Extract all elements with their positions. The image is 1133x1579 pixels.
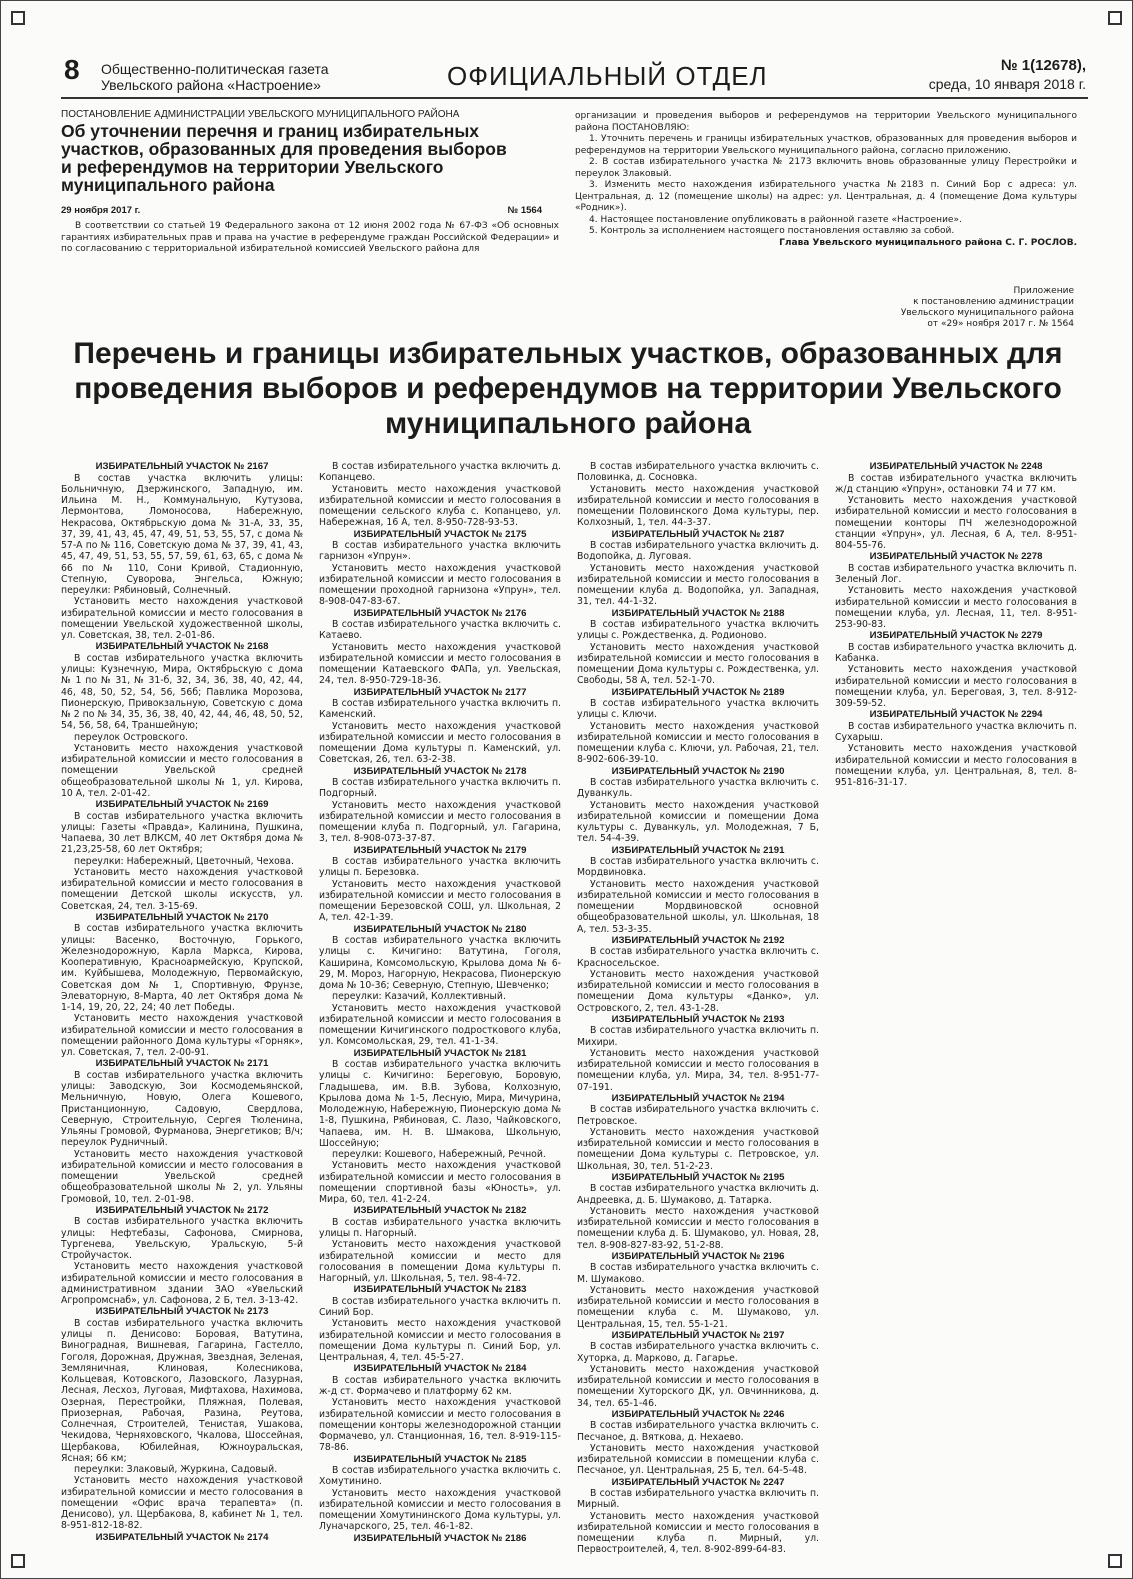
decree-title: Об уточнении перечня и границ избирательных участков, образованных для проведения выборов и референдумов на территории Увельского муниципального района [61, 121, 507, 195]
precinct-paragraph: В состав избирательного участка включить улицы: Газеты «Правда», Калинина, Пушкина, Чапаева, 30 лет ВЛКСМ, 40 лет Октября дома № 21,23,25-58, 60 лет Октября; [61, 810, 303, 856]
precinct-paragraph: В состав избирательного участка включить п. Сухарыш. [835, 720, 1077, 743]
precinct-entry [577, 1330, 819, 1409]
precinct-paragraph: В состав избирательного участка включить с. Петровское. [577, 1104, 819, 1127]
precinct-paragraph: В состав избирательного участка включить п. Каменский. [319, 698, 561, 721]
decree-point: 5. Контроль за исполнением настоящего постановления оставляю за собой. [589, 226, 955, 236]
precinct-heading: ИЗБИРАТЕЛЬНЫЙ УЧАСТОК № 2197 [611, 1329, 785, 1341]
precinct-heading: ИЗБИРАТЕЛЬНЫЙ УЧАСТОК № 2183 [353, 1284, 527, 1296]
decree-intro: В соответствии со статьей 19 Федерального закона от 12 июня 2002 года № 67-ФЗ «Об основных гарантиях избирательных прав и права на участие в референдуме граждан Российской Федерации» и по согласованию с территориальной избирательной комиссией Увельского района для [61, 221, 559, 254]
precinct-paragraph: Установить место нахождения участковой избирательной комиссии и место голосования в помещении Половинского Дома культуры, пер. Колхозный, 1, тел. 44-3-37. [577, 483, 819, 529]
precinct-paragraph: Установить место нахождения участковой избирательной комиссии и место голосования в административном здании ЗАО «Увельский Агропромснаб», ул. Сафонова, 2 Б, тел. 3-13-42. [61, 1261, 303, 1306]
precinct-paragraph: Установить место нахождения участковой избирательной комиссии и место голосования в помещении клуба д. Водопойка, ул. Западная, 31, тел. 44-1-32. [577, 562, 819, 608]
precinct-heading: ИЗБИРАТЕЛЬНЫЙ УЧАСТОК № 2169 [95, 799, 269, 810]
precinct-entry [61, 912, 303, 1059]
precinct-paragraph: Установить место нахождения участковой избирательной комиссии и место голосования в помещении Хуторского ДК, ул. Овчинникова, д. 34, тел. 65-1-46. [577, 1363, 819, 1409]
precinct-entry [61, 461, 303, 641]
precinct-paragraph: В состав избирательного участка включить улицы п. Денисово: Боровая, Ватутина, Виноградная, Вишневая, Гагарина, Гастелло, Гоголя, Дорожная, Дружная, Звездная, Зеленая, Земляничная, Клиновая, Колесникова, Кольцевая, Котовского, Лазовского, Лазурная, Лесная, Лесхоз, Луговая, Мифтахова, Нахимова, Озерная, Перестройки, Пляжная, Полевая, Приозерная, Рабочая, Разина, Реутова, Солнечная, Строителей, Тенистая, Ушакова, Чекидова, Черняховского, Чкалова, Шоссейная, Щербакова, Юбилейная, Южноуральская, Ясная; 66 км; [61, 1317, 303, 1464]
decree-date: 29 ноября 2017 г. [61, 205, 141, 216]
precinct-entry [835, 709, 1077, 788]
precinct-paragraph: В состав избирательного участка включить с. Хуторка, д. Марково, д. Гагарье. [577, 1341, 819, 1364]
decree-point: 4. Настоящее постановление опубликовать в районной газете «Настроение». [589, 214, 962, 225]
precinct-entry [319, 1048, 561, 1206]
precinct-entry [319, 1363, 561, 1453]
precinct-list [61, 461, 1077, 1556]
precinct-entry [577, 935, 819, 1014]
crop-mark-top-right [1108, 11, 1122, 25]
section-title: ОФИЦИАЛЬНЫЙ ОТДЕЛ [447, 61, 768, 91]
precinct-paragraph: В состав участка включить улицы: Больничную, Дзержинского, Западную, им. Ильина М. Н., Коммунальную, Кутузова, Лермонтова, Ломоносова, Набережную, Некрасова, Октябрьскую дома № 31-А, 33, 35, 37, 39, 41, 43, 45, 47, 49, 51, 53, 55, 57, с дома № 57-А по № 116, Советскую дома № 37, 39, 41, 43, 45, 47, 49, 51, 53, 55, 57, 59, 61, 63, 65, с дома № 66 по № 110, Сони Кривой, Стадионную, Степную, Суворова, Энгельса, Южную; переулки: Рябиновый, Солнечный. [61, 472, 303, 596]
precinct-entry [319, 845, 561, 924]
list-title: Перечень и границы избирательных участков, образованных для проведения выборов и референдумов на территории Увельского муниципального района [73, 337, 1063, 440]
precinct-entry [577, 1172, 819, 1251]
precinct-heading: ИЗБИРАТЕЛЬНЫЙ УЧАСТОК № 2189 [611, 686, 785, 698]
precinct-paragraph: Установить место нахождения участковой избирательной комиссии и место голосования в помещении Увельской художественной школы, ул. Советская, 38, тел. 2-01-86. [61, 596, 303, 641]
precinct-paragraph: В состав избирательного участка включить п. Подгорный. [319, 777, 561, 800]
precinct-entry [319, 529, 561, 608]
precinct-paragraph: В состав избирательного участка включить с. Мордвиновка. [577, 856, 819, 879]
precinct-paragraph: Установить место нахождения участковой избирательной комиссии и место голосования в помещении клуба, ул. Береговая, 3, тел. 8-912-309-59-52. [835, 664, 1077, 709]
precinct-paragraph: Установить место нахождения участковой избирательной комиссии и место голосования в помещении Дома культуры «Данко», ул. Островского, 2, тел. 43-1-28. [577, 968, 819, 1014]
precinct-paragraph: В состав избирательного участка включить с. Хомутинино. [319, 1465, 561, 1488]
appendix-line: Увельского муниципального района [900, 308, 1074, 318]
precinct-paragraph: Установить место нахождения участковой избирательной комиссии и место голосования в помещении конторы ПЧ железнодорожной станции «Упрун», ул. Лесная, 6 А, тел. 8-951-804-55-76. [835, 495, 1077, 551]
decree-point: 2. В состав избирательного участка № 2173 включить вновь образованные улицу Перестройки и переулок Злаковый. [575, 157, 1077, 179]
precinct-entry [319, 1284, 561, 1363]
precinct-entry [319, 687, 561, 766]
precinct-entry [61, 1205, 303, 1307]
precinct-heading: ИЗБИРАТЕЛЬНЫЙ УЧАСТОК № 2247 [611, 1476, 785, 1488]
crop-mark-top-left [11, 11, 25, 25]
precinct-heading: ИЗБИРАТЕЛЬНЫЙ УЧАСТОК № 2172 [95, 1204, 269, 1216]
precinct-entry [835, 551, 1077, 630]
precinct-paragraph: Установить место нахождения участковой избирательной комиссии и место голосования в помещении клуба д. Б. Шумаково, ул. Новая, 28, тел. 8-908-827-83-92, 51-2-88. [577, 1205, 819, 1251]
precinct-paragraph: переулки: Набережный, Цветочный, Чехова. [74, 855, 294, 867]
precinct-paragraph: Установить место нахождения участковой избирательной комиссии и место голосования в помещении сельского клуба с. Копанцево, ул. Набережная, 16 А, тел. 8-950-728-93-53. [319, 483, 561, 529]
precinct-paragraph: переулок Островского. [74, 731, 188, 743]
precinct-paragraph: В состав избирательного участка включить улицы: Нефтебазы, Сафонова, Смирнова, Тургенева, Увельскую, Уральскую, 5-й Стройучасток. [61, 1216, 303, 1261]
precinct-paragraph: Установить место нахождения участковой избирательной комиссии и место голосования в помещении Дома культуры с. Рождественка, ул. Свободы, 58 А, тел. 52-1-70. [577, 641, 819, 687]
precinct-entry [577, 529, 819, 608]
precinct-paragraph: В состав избирательного участка включить с. Песчаное, д. Вяткова, д. Нехаево. [577, 1420, 819, 1443]
precinct-heading: ИЗБИРАТЕЛЬНЫЙ УЧАСТОК № 2279 [869, 630, 1043, 642]
precinct-paragraph: Установить место нахождения участковой избирательной комиссии и место голосования в помещении районного Дома культуры «Горняк», ул. Советская, 7, тел. 2-00-91. [61, 1013, 303, 1058]
publication-line: Увельского района «Настроение» [101, 77, 321, 93]
precinct-paragraph: Установить место нахождения участковой избирательной комиссии и место голосования в помещении проходной гарнизона «Упрун», тел. 8-908-047-83-67. [319, 562, 561, 608]
precinct-heading: ИЗБИРАТЕЛЬНЫЙ УЧАСТОК № 2248 [869, 461, 1043, 472]
precinct-heading: ИЗБИРАТЕЛЬНЫЙ УЧАСТОК № 2182 [353, 1205, 527, 1217]
precinct-paragraph: переулки: Злаковый, Журкина, Садовый. [74, 1464, 278, 1475]
precinct-paragraph: Установить место нахождения участковой избирательной комиссии и место голосования в помещении Мордвиновской основной общеобразовательной школы, ул. Школьная, 18 А, тел. 53-3-35. [577, 878, 819, 935]
precinct-heading: ИЗБИРАТЕЛЬНЫЙ УЧАСТОК № 2194 [611, 1092, 785, 1104]
appendix-note [814, 286, 1074, 330]
precinct-heading: ИЗБИРАТЕЛЬНЫЙ УЧАСТОК № 2192 [611, 934, 785, 946]
issue-number: № 1(12678), [1000, 57, 1086, 74]
precinct-entry [61, 799, 303, 912]
precinct-heading: ИЗБИРАТЕЛЬНЫЙ УЧАСТОК № 2184 [353, 1363, 527, 1375]
precinct-heading: ИЗБИРАТЕЛЬНЫЙ УЧАСТОК № 2186 [353, 1532, 527, 1544]
precinct-heading: ИЗБИРАТЕЛЬНЫЙ УЧАСТОК № 2170 [95, 911, 269, 923]
precinct-paragraph: Установить место нахождения участковой избирательной комиссии и место голосования в помещении Дома культуры п. Каменский, ул. Советская, 26, тел. 63-2-38. [319, 720, 561, 766]
precinct-paragraph: В состав избирательного участка включить с. М. Шумаково. [577, 1262, 819, 1285]
precinct-paragraph: Установить место нахождения участковой избирательной комиссии и место голосования в помещении клуба, ул. Центральная, 8, тел. 8-951-816-31-17. [835, 743, 1077, 788]
appendix-line: к постановлению администрации [913, 297, 1074, 307]
precinct-heading: ИЗБИРАТЕЛЬНЫЙ УЧАСТОК № 2191 [611, 844, 785, 856]
precinct-heading: ИЗБИРАТЕЛЬНЫЙ УЧАСТОК № 2181 [353, 1047, 527, 1059]
precinct-paragraph: переулки: Казачий, Коллективный. [332, 991, 506, 1003]
precinct-paragraph: В состав избирательного участка включить улицы: Кузнечную, Мира, Октябрьскую с дома № 1 по № 31, № 31-б, 32, 34, 36, 38, 40, 42, 44, 46, 48, 50, 52, 54, 56, 56б; Павлика Морозова, Пионерскую, Привокзальную, Советскую с дома № 2 по № 34, 35, 36, 38, 40, 42, 44, 46, 48, 50, 52, 54, 56, 58, 64, Траншейную; [61, 652, 303, 732]
crop-mark-bottom-right [1108, 1554, 1122, 1568]
precinct-paragraph: В состав избирательного участка включить с. Катаево. [319, 619, 561, 642]
precinct-paragraph: Установить место нахождения участковой избирательной комиссии и место голосования в помещении клуба с. М. Шумаково, ул. Центральная, 15, тел. 55-1-21. [577, 1284, 819, 1330]
precinct-paragraph: В состав избирательного участка включить улицы п. Березовка. [319, 856, 561, 879]
precinct-paragraph: Установить место нахождения участковой избирательной комиссии и место голосования в помещении Кичигинского подросткового клуба, ул. Комсомольская, 29, тел. 41-1-34. [319, 1002, 561, 1048]
precinct-paragraph: Установить место нахождения участковой избирательной комиссии и место для голосования в помещении Дома культуры п. Нагорный, ул. Школьная, 5, тел. 98-4-72. [319, 1239, 561, 1284]
precinct-entry [835, 461, 1077, 551]
precinct-paragraph: В состав избирательного участка включить с. Половинка, д. Сосновка. [577, 461, 819, 484]
precinct-heading: ИЗБИРАТЕЛЬНЫЙ УЧАСТОК № 2246 [611, 1408, 785, 1420]
precinct-heading: ИЗБИРАТЕЛЬНЫЙ УЧАСТОК № 2174 [95, 1531, 269, 1543]
decree-number: № 1564 [507, 205, 542, 216]
precinct-entry [319, 766, 561, 845]
issue-info [929, 57, 1086, 93]
appendix-line: Приложение [1013, 286, 1074, 296]
precinct-heading: ИЗБИРАТЕЛЬНЫЙ УЧАСТОК № 2190 [611, 765, 785, 777]
precinct-paragraph: В состав избирательного участка включить улицы: Васенко, Восточную, Горького, Железнодорожную, Карла Маркса, Кирова, Кооперативную, Красноармейскую, Крупской, им. Куйбышева, Молодежную, Первомайскую, Советская дом № 1, Спортивную, Фрунзе, Элеваторную, 8-Марта, 40 лет Октября дома № 1-14, 19, 20, 22, 24; 40 лет Победы. [61, 923, 303, 1013]
precinct-entry [577, 1477, 819, 1556]
decree-point: 1. Уточнить перечень и границы избирательных участков, образованных для проведения выборов и референдумов на территории Увельского муниципального района, согласно приложению. [575, 134, 1077, 156]
precinct-paragraph: Установить место нахождения участковой избирательной комиссии и место голосования в помещении Увельской средней общеобразовательной школы № 1, ул. Кирова, 10 А, тел. 2-01-42. [61, 742, 303, 799]
precinct-paragraph: В состав избирательного участка включить улицы: Заводскую, Зои Космодемьянской, Мельничную, Новую, Олега Кошевого, Пристанционную, Садовую, Свердлова, Северную, Строительную, Сергея Тюленина, Ульяны Громовой, Фурманова, Энергетиков; В/ч; переулок Рудничный. [61, 1069, 303, 1149]
precinct-heading: ИЗБИРАТЕЛЬНЫЙ УЧАСТОК № 2294 [869, 709, 1043, 721]
decree-continuation: организации и проведения выборов и референдумов на территории Увельского муниципального района ПОСТАНОВЛЯЮ: [575, 111, 1077, 133]
precinct-paragraph: переулки: Кошевого, Набережный, Речной. [332, 1149, 546, 1160]
precinct-paragraph: В состав избирательного участка включить д. Андреевка, д. Б. Шумаково, д. Татарка. [577, 1183, 819, 1206]
precinct-paragraph: В состав избирательного участка включить п. Михири. [577, 1025, 819, 1048]
precinct-entry [319, 1205, 561, 1284]
precinct-paragraph: Установить место нахождения участковой избирательной комиссии и место голосования в помещении Катаевского ФАПа, ул. Увельская, 24, тел. 8-950-729-18-36. [319, 641, 561, 687]
precinct-paragraph: Установить место нахождения участковой избирательной комиссии и место голосования в помещении Увельской средней общеобразовательной школы № 2, ул. Ульяны Громовой, 10, тел. 2-01-98. [61, 1148, 303, 1205]
decree-kicker: ПОСТАНОВЛЕНИЕ АДМИНИСТРАЦИИ УВЕЛЬСКОГО МУНИЦИПАЛЬНОГО РАЙОНА [61, 109, 460, 120]
precinct-heading: ИЗБИРАТЕЛЬНЫЙ УЧАСТОК № 2196 [611, 1250, 785, 1262]
decree-body [575, 111, 1077, 249]
precinct-paragraph: Установить место нахождения участковой избирательной комиссии и место голосования в помещении клуба с. Ключи, ул. Рабочая, 21, тел. 8-902-606-39-10. [577, 720, 819, 766]
precinct-heading: ИЗБИРАТЕЛЬНЫЙ УЧАСТОК № 2171 [95, 1058, 269, 1070]
precinct-paragraph: В состав избирательного участка включить с. Дуванкуль. [577, 777, 819, 800]
precinct-heading: ИЗБИРАТЕЛЬНЫЙ УЧАСТОК № 2278 [869, 551, 1043, 563]
precinct-paragraph: Установить место нахождения участковой избирательной комиссии и место голосования в помещении «Офис врача терапевта» (п. Денисово), ул. Щербакова, 8, кабинет № 1, тел. 8-951-812-18-82. [61, 1475, 303, 1532]
precinct-paragraph: В состав избирательного участка включить улицы с. Кичигино: Ватутина, Гоголя, Каширина, Комсомольскую, Крылова дома № 6-29, М. Мороз, Нагорную, Некрасова, Пионерскую дома № 10-36; Северную, Степную, Шевченко; [319, 935, 561, 991]
publication-line: Общественно-политическая газета [101, 61, 329, 77]
precinct-paragraph: Установить место нахождения участковой избирательной комиссии и место голосования в помещении Березовской СОШ, ул. Школьная, 2 А, тел. 42-1-39. [319, 878, 561, 924]
precinct-entry [577, 845, 819, 935]
precinct-paragraph: Установить место нахождения участковой избирательной комиссии в помещении клуба с. Песчаное, ул. Центральная, 25 Б, тел. 64-5-48. [577, 1442, 819, 1477]
precinct-paragraph: В состав избирательного участка включить ж/д станцию «Упрун», остановки 74 и 77 км. [835, 472, 1077, 495]
precinct-paragraph: Установить место нахождения участковой избирательной комиссии и место голосования в помещении Дома культуры п. Синий Бор, ул. Центральная, 4, тел. 45-5-27. [319, 1318, 561, 1363]
precinct-heading: ИЗБИРАТЕЛЬНЫЙ УЧАСТОК № 2175 [353, 528, 527, 540]
precinct-paragraph: В состав избирательного участка включить д. Кабанка. [835, 641, 1077, 664]
precinct-entry [577, 687, 819, 766]
precinct-paragraph: Установить место нахождения участковой избирательной комиссии и место голосования в помещении конторы железнодорожной станции Формачево, ул. Станционная, 16, тел. 8-919-115-78-86. [319, 1397, 561, 1454]
crop-mark-bottom-left [11, 1554, 25, 1568]
precinct-entry [61, 1306, 303, 1531]
page-number: 8 [64, 54, 80, 85]
precinct-paragraph: В состав избирательного участка включить д. Копанцево. [319, 461, 561, 484]
precinct-entry [319, 608, 561, 687]
precinct-entry [319, 1454, 561, 1533]
precinct-entry [319, 924, 561, 1048]
precinct-paragraph: В состав избирательного участка включить с. Красносельское. [577, 946, 819, 969]
precinct-entry [577, 1014, 819, 1093]
precinct-paragraph: Установить место нахождения участковой избирательной комиссии и место голосования в помещении клуба, ул. Лесная, 11, тел. 8-951-253-90-83. [835, 585, 1077, 630]
precinct-heading: ИЗБИРАТЕЛЬНЫЙ УЧАСТОК № 2176 [353, 607, 527, 619]
precinct-paragraph: Установить место нахождения участковой избирательной комиссии и помещении Дома культуры с. Дуванкуль, ул. Молодежная, 7 Б, тел. 54-4-39. [577, 799, 819, 845]
precinct-paragraph: В состав избирательного участка включить улицы п. Нагорный. [319, 1216, 561, 1239]
precinct-paragraph: В состав избирательного участка включить ж-д ст. Формачево и платформу 62 км. [319, 1374, 561, 1397]
header-rule [61, 97, 1088, 99]
precinct-paragraph: Установить место нахождения участковой избирательной комиссии и место голосования в помещении Хомутининского Дома культуры, ул. Луначарского, 25, тел. 46-1-82. [319, 1487, 561, 1533]
precinct-paragraph: В состав избирательного участка включить д. Водопойка, д. Луговая. [577, 540, 819, 563]
precinct-heading: ИЗБИРАТЕЛЬНЫЙ УЧАСТОК № 2179 [353, 844, 527, 856]
precinct-entry [61, 641, 303, 799]
precinct-paragraph: Установить место нахождения участковой избирательной комиссии и место голосования в помещении спортивной базы «Юность», ул. Мира, 60, тел. 41-2-24. [319, 1160, 561, 1205]
precinct-paragraph: Установить место нахождения участковой избирательной комиссии и место голосования в помещении Детской школы искусств, ул. Советская, 24, тел. 3-15-69. [61, 866, 303, 912]
precinct-heading: ИЗБИРАТЕЛЬНЫЙ УЧАСТОК № 2177 [353, 686, 527, 698]
precinct-heading: ИЗБИРАТЕЛЬНЫЙ УЧАСТОК № 2187 [611, 528, 785, 540]
precinct-paragraph: Установить место нахождения участковой избирательной комиссии и место голосования в помещении Дома культуры с. Петровское, ул. Школьная, 30, тел. 51-2-23. [577, 1126, 819, 1172]
precinct-paragraph: В состав избирательного участка включить гарнизон «Упрун». [319, 540, 561, 563]
precinct-entry [577, 1093, 819, 1172]
precinct-heading: ИЗБИРАТЕЛЬНЫЙ УЧАСТОК № 2180 [353, 923, 527, 935]
precinct-heading: ИЗБИРАТЕЛЬНЫЙ УЧАСТОК № 2167 [95, 461, 269, 472]
precinct-heading: ИЗБИРАТЕЛЬНЫЙ УЧАСТОК № 2195 [611, 1171, 785, 1183]
precinct-entry [577, 1251, 819, 1330]
precinct-heading: ИЗБИРАТЕЛЬНЫЙ УЧАСТОК № 2188 [611, 607, 785, 619]
precinct-entry [577, 608, 819, 687]
decree-signature: Глава Увельского муниципального района С. Г. РОСЛОВ. [779, 237, 1077, 248]
precinct-heading: ИЗБИРАТЕЛЬНЫЙ УЧАСТОК № 2193 [611, 1013, 785, 1025]
precinct-heading: ИЗБИРАТЕЛЬНЫЙ УЧАСТОК № 2178 [353, 765, 527, 777]
appendix-line: от «29» ноября 2017 г. № 1564 [927, 319, 1074, 329]
publication-name [101, 61, 329, 93]
precinct-paragraph: В состав избирательного участка включить улицы с. Рождественка, д. Родионово. [577, 619, 819, 642]
precinct-paragraph: В состав избирательного участка включить п. Мирный. [577, 1488, 819, 1511]
decree-point: 3. Изменить место нахождения избирательного участка №2183 п. Синий Бор с адреса: ул. Центральная, д. 12 (помещение школы) на адрес: ул. Центральная, д. 4 (помещение Дома культуры «Родник»). [575, 180, 1077, 213]
precinct-paragraph: Установить место нахождения участковой избирательной комиссии и место голосования в помещении клуба п. Мирный, ул. Первостроителей, 4, тел. 8-902-899-64-83. [577, 1510, 819, 1556]
precinct-paragraph: В состав избирательного участка включить улицы с. Ключи. [577, 698, 819, 721]
precinct-paragraph: В состав избирательного участка включить п. Зеленый Лог. [835, 562, 1077, 585]
precinct-entry [577, 766, 819, 845]
precinct-paragraph: Установить место нахождения участковой избирательной комиссии и место голосования в помещении клуба, ул. Мира, 34, тел. 8-951-77-07-191. [577, 1047, 819, 1093]
precinct-heading: ИЗБИРАТЕЛЬНЫЙ УЧАСТОК № 2185 [353, 1453, 527, 1465]
precinct-entry [577, 1409, 819, 1477]
precinct-entry [61, 1058, 303, 1205]
precinct-heading: ИЗБИРАТЕЛЬНЫЙ УЧАСТОК № 2173 [95, 1306, 269, 1318]
precinct-paragraph: В состав избирательного участка включить улицы с. Кичигино: Береговую, Боровую, Гладышева, им. В.В. Зубова, Колхозную, Крылова дома № 1-5, Лесную, Мира, Мичурина, Молодежную, Набережную, Пионерскую дома № 1-8, Пушкина, Рябиновая, С. Лазо, Чайковского, Чапаева, им. Н. В. Шмакова, Школьную, Шоссейную; [319, 1059, 561, 1149]
issue-date: среда, 10 января 2018 г. [928, 76, 1086, 92]
precinct-entry [835, 630, 1077, 709]
precinct-paragraph: Установить место нахождения участковой избирательной комиссии и место голосования в помещении клуба п. Подгорный, ул. Гагарина, 3, тел. 8-908-073-37-87. [319, 799, 561, 845]
precinct-paragraph: В состав избирательного участка включить п. Синий Бор. [319, 1295, 561, 1318]
precinct-heading: ИЗБИРАТЕЛЬНЫЙ УЧАСТОК № 2168 [95, 641, 269, 653]
